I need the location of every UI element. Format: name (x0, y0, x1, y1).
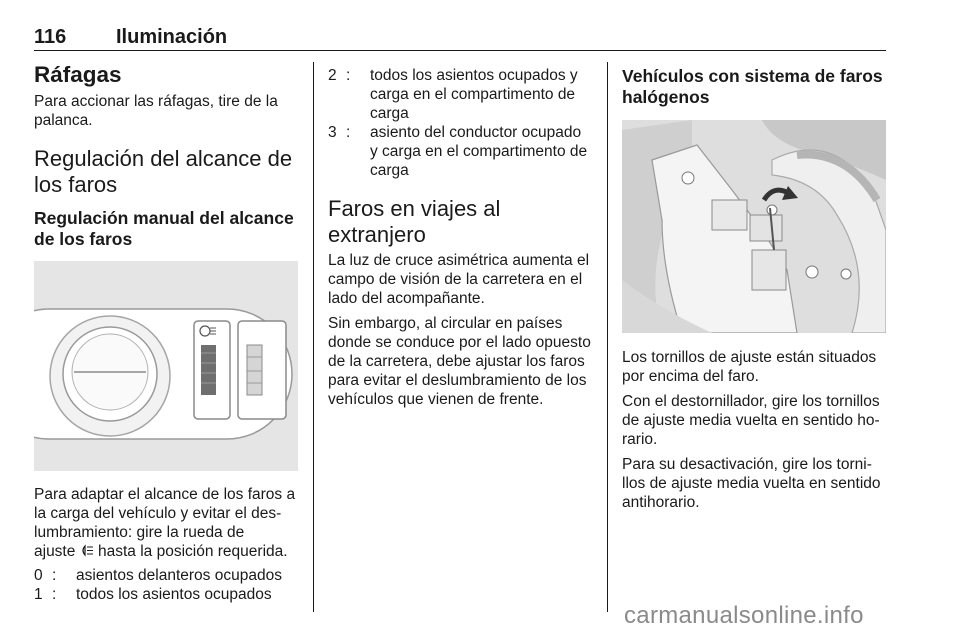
rafagas-text: Para accionar las ráfagas, tire de la palanca. (34, 93, 278, 129)
list-item-text: asientos delanteros ocupados (76, 567, 282, 584)
list-item-text: asiento del conductor ocupado y carga en el compartimento de carga (370, 124, 588, 179)
section-title-rafagas: Ráfagas (34, 62, 122, 87)
column-3 (622, 62, 887, 512)
list-item-text: todos los asientos ocupados (76, 586, 272, 603)
column-2 (328, 62, 593, 409)
list-item-number: 2 (328, 67, 337, 84)
list-item (34, 585, 299, 604)
adjust-paragraph (34, 485, 299, 561)
column-divider-right (607, 62, 608, 612)
list-item-number: 3 (328, 124, 337, 141)
subsection-title-manual: Regulación manual del alcance de los faros (34, 208, 294, 249)
list-item-text: todos los asientos ocupados y carga en el compartimento de carga (370, 67, 578, 122)
header-rule (34, 50, 886, 51)
headlamp-adjustment-illustration (622, 120, 886, 333)
halogen-text-1: Los tornillos de ajuste están situados por encima del faro. (622, 349, 877, 385)
section-title-extranjero: Faros en viajes al extranjero (328, 196, 501, 247)
adjust-text-prefix: ajuste (34, 543, 76, 560)
page-title: Iluminación (116, 26, 228, 48)
list-item (328, 66, 593, 123)
load-list-2 (328, 66, 593, 180)
list-item-separator: : (52, 567, 57, 584)
section-title-halogenos: Vehículos con sistema de faros halógenos (622, 66, 883, 107)
list-item (34, 566, 299, 585)
page-number: 116 (34, 26, 67, 48)
section-title-regulacion: Regulación del alcance de los faros (34, 146, 293, 197)
headlight-switch-figure (34, 261, 298, 471)
extranjero-text-1: La luz de cruce asimétrica aumenta el campo de visión de la carretera en el lado del acompañante. (328, 252, 590, 307)
column-1 (34, 62, 299, 604)
adjust-text-b: hasta la posición requerida. (98, 543, 288, 560)
watermark: carmanualsonline.info (624, 602, 864, 629)
headlamp-adjustment-figure (622, 120, 886, 333)
headlight-switch-illustration (34, 261, 298, 471)
list-item-separator: : (346, 67, 351, 84)
list-item (328, 123, 593, 180)
list-item-separator: : (52, 586, 57, 603)
load-list-1 (34, 566, 299, 604)
column-divider-left (313, 62, 314, 612)
extranjero-text-2: Sin embargo, al circular en países donde se conduce por el lado opuesto de la carretera, debe ajustar los faros para evitar el deslumbramiento de los vehículos que vienen de frente. (328, 315, 591, 408)
adjust-text-a: Para adaptar el alcance de los faros a la carga del vehículo y evitar el deslumbramiento: gire la rueda de (34, 486, 296, 541)
list-item-separator: : (346, 124, 351, 141)
list-item-number: 0 (34, 567, 43, 584)
headlight-range-icon (80, 543, 94, 560)
halogen-text-2: Con el destornillador, gire los tornillos de ajuste media vuelta en sentido horario. (622, 393, 880, 448)
list-item-number: 1 (34, 586, 43, 603)
halogen-text-3: Para su desactivación, gire los tornillos de ajuste media vuelta en sentido antihorario. (622, 456, 881, 511)
